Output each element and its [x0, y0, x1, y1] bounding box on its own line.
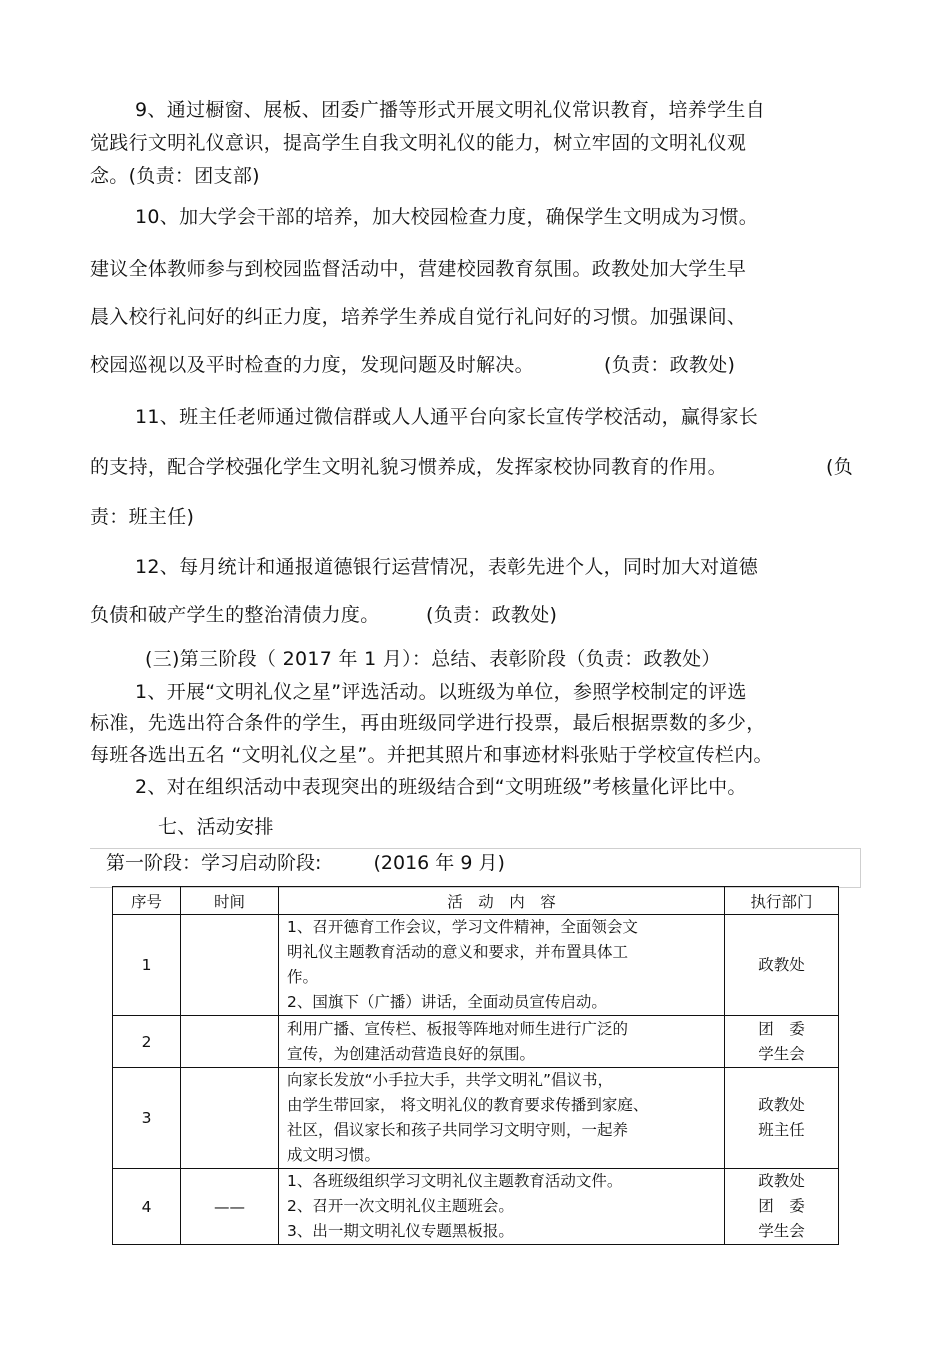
para-10-line-3: 晨入校行礼问好的纠正力度，培养学生养成自觉行礼问好的习惯。加强课间、	[90, 306, 747, 328]
dept-line: 团 委	[758, 1019, 805, 1038]
row-content	[279, 1068, 725, 1169]
content-line: 1、各班级组织学习文明礼仪主题教育活动文件。	[287, 1172, 623, 1190]
row-dept	[725, 1169, 839, 1245]
para-12-responsible: (负责：政教处)	[426, 604, 558, 626]
content-line: 利用广播、宣传栏、板报等阵地对师生进行广泛的	[287, 1019, 629, 1038]
content-line: 成文明习惯。	[287, 1146, 381, 1164]
header-dept: 执行部门	[725, 887, 839, 915]
dept-line: 政教处	[758, 955, 805, 974]
row-no: 1	[113, 915, 181, 1016]
row-content	[279, 915, 725, 1016]
activity-schedule-table	[112, 886, 839, 1245]
header-content: 活 动 内 容	[279, 887, 725, 915]
stage3-heading: (三)第三阶段（ 2017 年 1 月）：总结、表彰阶段（负责：政教处）	[145, 648, 721, 670]
header-time: 时间	[181, 887, 279, 915]
stage3-item2: 2、对在组织活动中表现突出的班级结合到“文明班级”考核量化评比中。	[135, 776, 747, 798]
row-content	[279, 1016, 725, 1068]
row-no: 2	[113, 1016, 181, 1068]
para-11-line-1: 11、班主任老师通过微信群或人人通平台向家长宣传学校活动，赢得家长	[135, 406, 759, 428]
content-line: 作。	[287, 968, 319, 986]
content-line: 社区，倡议家长和孩子共同学习文明守则，一起养	[287, 1121, 629, 1139]
para-10-line-2: 建议全体教师参与到校园监督活动中，营建校园教育氛围。政教处加大学生早	[90, 258, 747, 280]
dept-line: 学生会	[758, 1044, 805, 1063]
para-11-responsible-start: (负	[826, 456, 854, 478]
header-no: 序号	[113, 887, 181, 915]
dept-line: 团 委	[758, 1197, 805, 1215]
table-row	[113, 1068, 839, 1169]
stage1-title	[106, 848, 505, 878]
para-11-line-2: 的支持，配合学校强化学生文明礼貌习惯养成，发挥家校协同教育的作用。	[90, 456, 727, 478]
content-line: 1、召开德育工作会议，学习文件精神，全面领会文	[287, 918, 638, 936]
para-10-line-1: 10、加大学会干部的培养，加大校园检查力度，确保学生文明成为习惯。	[135, 206, 759, 228]
row-no: 3	[113, 1068, 181, 1169]
content-line: 宣传，为创建活动营造良好的氛围。	[287, 1044, 536, 1063]
para-12-line-1: 12、每月统计和通报道德银行运营情况，表彰先进个人，同时加大对道德	[135, 556, 759, 578]
row-time: ——	[181, 1169, 279, 1245]
dept-line: 政教处	[758, 1172, 805, 1190]
row-no: 4	[113, 1169, 181, 1245]
row-dept	[725, 1068, 839, 1169]
dept-line: 班主任	[758, 1121, 805, 1139]
content-line: 2、国旗下（广播）讲话，全面动员宣传启动。	[287, 993, 607, 1011]
para-9-line-1: 9、通过橱窗、展板、团委广播等形式开展文明礼仪常识教育，培养学生自	[135, 99, 765, 121]
stage3-item1-line-3: 每班各选出五名 “文明礼仪之星”。并把其照片和事迹材料张贴于学校宣传栏内。	[90, 744, 773, 766]
content-line: 向家长发放“小手拉大手，共学文明礼”倡议书，	[287, 1071, 614, 1089]
stage3-item1-line-2: 标准，先选出符合条件的学生，再由班级同学进行投票，最后根据票数的多少，	[90, 712, 766, 734]
table-header-row	[113, 887, 839, 915]
para-10-line-4: 校园巡视以及平时检查的力度，发现问题及时解决。	[90, 354, 534, 376]
row-dept	[725, 1016, 839, 1068]
stage3-item1-line-1: 1、开展“文明礼仪之星”评选活动。以班级为单位，参照学校制定的评选	[135, 681, 747, 703]
para-9-line-3: 念。(负责：团支部)	[90, 165, 260, 187]
content-line: 明礼仪主题教育活动的意义和要求，并布置具体工	[287, 943, 629, 961]
para-9-line-2: 觉践行文明礼仪意识，提高学生自我文明礼仪的能力，树立牢固的文明礼仪观	[90, 132, 747, 154]
content-line: 2、召开一次文明礼仪主题班会。	[287, 1197, 514, 1215]
table-row	[113, 1169, 839, 1245]
para-12-line-2: 负债和破产学生的整治清债力度。	[90, 604, 380, 626]
section-7-heading: 七、活动安排	[158, 816, 274, 838]
stage1-date: (2016 年 9 月)	[373, 852, 505, 874]
row-dept	[725, 915, 839, 1016]
row-time	[181, 1016, 279, 1068]
content-line: 由学生带回家， 将文明礼仪的教育要求传播到家庭、	[287, 1096, 649, 1114]
content-line: 3、出一期文明礼仪专题黑板报。	[287, 1222, 514, 1240]
para-10-responsible: (负责：政教处)	[604, 354, 736, 376]
row-content	[279, 1169, 725, 1245]
dept-line: 学生会	[758, 1222, 805, 1240]
para-11-line-3: 责：班主任)	[90, 506, 195, 528]
table-row	[113, 1016, 839, 1068]
table-row	[113, 915, 839, 1016]
stage1-title-text: 第一阶段：学习启动阶段:	[106, 852, 322, 874]
row-time	[181, 1068, 279, 1169]
dept-line: 政教处	[758, 1096, 805, 1114]
row-time	[181, 915, 279, 1016]
